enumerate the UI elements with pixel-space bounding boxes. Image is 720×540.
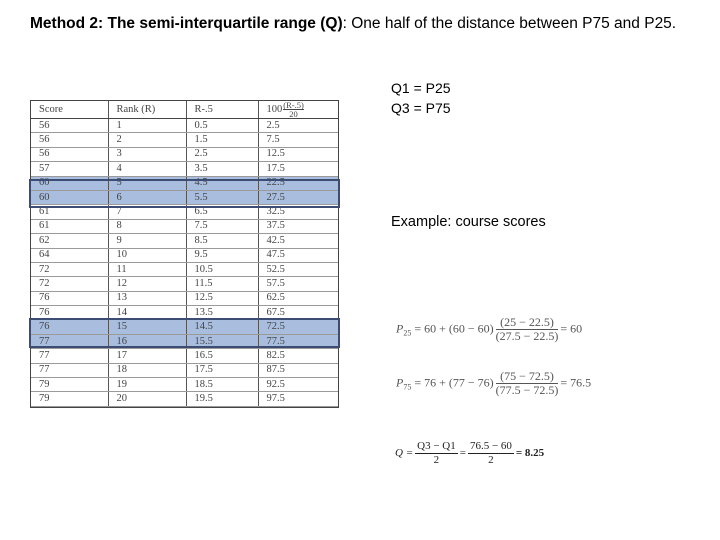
q-formula bbox=[395, 440, 544, 467]
q-den1: 2 bbox=[433, 454, 440, 466]
cell-rank: 12 bbox=[108, 277, 186, 291]
cell-score: 72 bbox=[31, 277, 108, 291]
cell-score: 76 bbox=[31, 291, 108, 305]
q-fraction-2 bbox=[468, 440, 514, 467]
cell-percentile: 17.5 bbox=[258, 162, 338, 176]
cell-percentile: 57.5 bbox=[258, 277, 338, 291]
cell-percentile: 52.5 bbox=[258, 262, 338, 276]
cell-score: 79 bbox=[31, 378, 108, 392]
table-row bbox=[31, 205, 338, 219]
table-row bbox=[31, 277, 338, 291]
cell-rank: 20 bbox=[108, 392, 186, 407]
cell-score: 56 bbox=[31, 133, 108, 147]
cell-r-minus-half: 11.5 bbox=[186, 277, 258, 291]
header-frac-den: 20 bbox=[289, 109, 298, 119]
header-rank: Rank (R) bbox=[108, 101, 186, 119]
cell-percentile: 12.5 bbox=[258, 147, 338, 161]
cell-rank: 14 bbox=[108, 306, 186, 320]
q-fraction-1 bbox=[415, 440, 458, 467]
cell-rank: 13 bbox=[108, 291, 186, 305]
cell-score: 64 bbox=[31, 248, 108, 262]
cell-rank: 3 bbox=[108, 147, 186, 161]
p25-formula bbox=[396, 316, 582, 343]
cell-r-minus-half: 2.5 bbox=[186, 147, 258, 161]
cell-score: 79 bbox=[31, 392, 108, 407]
q-den2: 2 bbox=[488, 454, 494, 466]
page-title bbox=[30, 15, 676, 33]
cell-score: 60 bbox=[31, 176, 108, 190]
cell-score: 76 bbox=[31, 306, 108, 320]
cell-percentile: 22.5 bbox=[258, 176, 338, 190]
header-percentile bbox=[258, 101, 338, 119]
table-row bbox=[31, 162, 338, 176]
cell-r-minus-half: 0.5 bbox=[186, 119, 258, 133]
cell-r-minus-half: 15.5 bbox=[186, 334, 258, 348]
cell-rank: 18 bbox=[108, 363, 186, 377]
table-row bbox=[31, 133, 338, 147]
cell-rank: 1 bbox=[108, 119, 186, 133]
cell-percentile: 2.5 bbox=[258, 119, 338, 133]
cell-percentile: 87.5 bbox=[258, 363, 338, 377]
cell-percentile: 32.5 bbox=[258, 205, 338, 219]
table-row bbox=[31, 363, 338, 377]
cell-percentile: 92.5 bbox=[258, 378, 338, 392]
table-row bbox=[31, 176, 338, 190]
cell-rank: 11 bbox=[108, 262, 186, 276]
p75-num: (75 − 72.5) bbox=[496, 370, 559, 384]
cell-r-minus-half: 7.5 bbox=[186, 219, 258, 233]
q-lhs: Q = bbox=[395, 447, 414, 460]
q-num1: Q3 − Q1 bbox=[417, 440, 456, 452]
cell-score: 77 bbox=[31, 349, 108, 363]
p75-fraction bbox=[496, 370, 559, 397]
cell-score: 61 bbox=[31, 219, 108, 233]
p75-subscript: 75 bbox=[403, 382, 412, 392]
table-row bbox=[31, 349, 338, 363]
p75-formula bbox=[396, 370, 591, 397]
cell-r-minus-half: 17.5 bbox=[186, 363, 258, 377]
table-row bbox=[31, 334, 338, 348]
cell-percentile: 37.5 bbox=[258, 219, 338, 233]
cell-r-minus-half: 13.5 bbox=[186, 306, 258, 320]
p25-result: = 60 bbox=[560, 321, 583, 336]
cell-score: 57 bbox=[31, 162, 108, 176]
cell-rank: 17 bbox=[108, 349, 186, 363]
p25-fraction bbox=[496, 316, 559, 343]
cell-r-minus-half: 10.5 bbox=[186, 262, 258, 276]
cell-percentile: 62.5 bbox=[258, 291, 338, 305]
table-row bbox=[31, 306, 338, 320]
table-row bbox=[31, 320, 338, 334]
cell-r-minus-half: 16.5 bbox=[186, 349, 258, 363]
p25-num: (25 − 22.5) bbox=[496, 316, 559, 330]
table-row bbox=[31, 119, 338, 133]
cell-r-minus-half: 9.5 bbox=[186, 248, 258, 262]
q-eq: = bbox=[459, 447, 466, 460]
cell-percentile: 27.5 bbox=[258, 190, 338, 204]
cell-r-minus-half: 19.5 bbox=[186, 392, 258, 407]
cell-rank: 16 bbox=[108, 334, 186, 348]
cell-rank: 15 bbox=[108, 320, 186, 334]
cell-percentile: 7.5 bbox=[258, 133, 338, 147]
p25-symbol: P bbox=[396, 321, 404, 336]
cell-percentile: 42.5 bbox=[258, 234, 338, 248]
cell-score: 56 bbox=[31, 119, 108, 133]
table-row bbox=[31, 219, 338, 233]
cell-percentile: 82.5 bbox=[258, 349, 338, 363]
cell-score: 60 bbox=[31, 190, 108, 204]
cell-r-minus-half: 6.5 bbox=[186, 205, 258, 219]
cell-rank: 2 bbox=[108, 133, 186, 147]
table-row bbox=[31, 378, 338, 392]
table-row bbox=[31, 291, 338, 305]
cell-r-minus-half: 12.5 bbox=[186, 291, 258, 305]
cell-r-minus-half: 4.5 bbox=[186, 176, 258, 190]
scores-table bbox=[30, 100, 339, 408]
cell-percentile: 67.5 bbox=[258, 306, 338, 320]
cell-r-minus-half: 8.5 bbox=[186, 234, 258, 248]
title-rest: : One half of the distance between P75 and P25. bbox=[342, 15, 677, 32]
p75-den: (77.5 − 72.5) bbox=[495, 383, 559, 397]
cell-percentile: 77.5 bbox=[258, 334, 338, 348]
cell-score: 61 bbox=[31, 205, 108, 219]
header-r-minus-half: R-.5 bbox=[186, 101, 258, 119]
cell-rank: 8 bbox=[108, 219, 186, 233]
cell-rank: 19 bbox=[108, 378, 186, 392]
cell-rank: 9 bbox=[108, 234, 186, 248]
cell-score: 56 bbox=[31, 147, 108, 161]
cell-rank: 5 bbox=[108, 176, 186, 190]
header-frac-num: (R-.5) bbox=[283, 101, 304, 110]
q1-definition: Q1 = P25 bbox=[391, 80, 451, 96]
cell-rank: 7 bbox=[108, 205, 186, 219]
cell-percentile: 72.5 bbox=[258, 320, 338, 334]
cell-score: 76 bbox=[31, 320, 108, 334]
header-percentile-fraction bbox=[283, 101, 304, 118]
cell-score: 77 bbox=[31, 334, 108, 348]
cell-rank: 6 bbox=[108, 190, 186, 204]
table-row bbox=[31, 262, 338, 276]
header-percentile-100: 100 bbox=[266, 103, 283, 115]
p25-eq1: = 60 + (60 − 60) bbox=[411, 321, 494, 336]
cell-rank: 4 bbox=[108, 162, 186, 176]
cell-score: 62 bbox=[31, 234, 108, 248]
cell-r-minus-half: 3.5 bbox=[186, 162, 258, 176]
p75-eq1: = 76 + (77 − 76) bbox=[411, 375, 494, 390]
table-header-row bbox=[31, 101, 338, 119]
table-row bbox=[31, 234, 338, 248]
cell-r-minus-half: 18.5 bbox=[186, 378, 258, 392]
cell-rank: 10 bbox=[108, 248, 186, 262]
example-label: Example: course scores bbox=[391, 214, 546, 230]
p25-den: (27.5 − 22.5) bbox=[495, 329, 559, 343]
table-row bbox=[31, 392, 338, 407]
cell-score: 77 bbox=[31, 363, 108, 377]
p75-symbol: P bbox=[396, 375, 404, 390]
table-row bbox=[31, 248, 338, 262]
table-row bbox=[31, 147, 338, 161]
cell-r-minus-half: 14.5 bbox=[186, 320, 258, 334]
q3-definition: Q3 = P75 bbox=[391, 100, 451, 116]
cell-r-minus-half: 5.5 bbox=[186, 190, 258, 204]
header-score: Score bbox=[31, 101, 108, 119]
cell-percentile: 97.5 bbox=[258, 392, 338, 407]
table-row bbox=[31, 190, 338, 204]
q-num2: 76.5 − 60 bbox=[469, 440, 512, 452]
p75-result: = 76.5 bbox=[560, 375, 592, 390]
cell-score: 72 bbox=[31, 262, 108, 276]
title-bold: Method 2: The semi-interquartile range (Q) bbox=[30, 15, 343, 32]
q-result: = 8.25 bbox=[515, 447, 545, 460]
cell-r-minus-half: 1.5 bbox=[186, 133, 258, 147]
p25-subscript: 25 bbox=[403, 328, 412, 338]
cell-percentile: 47.5 bbox=[258, 248, 338, 262]
